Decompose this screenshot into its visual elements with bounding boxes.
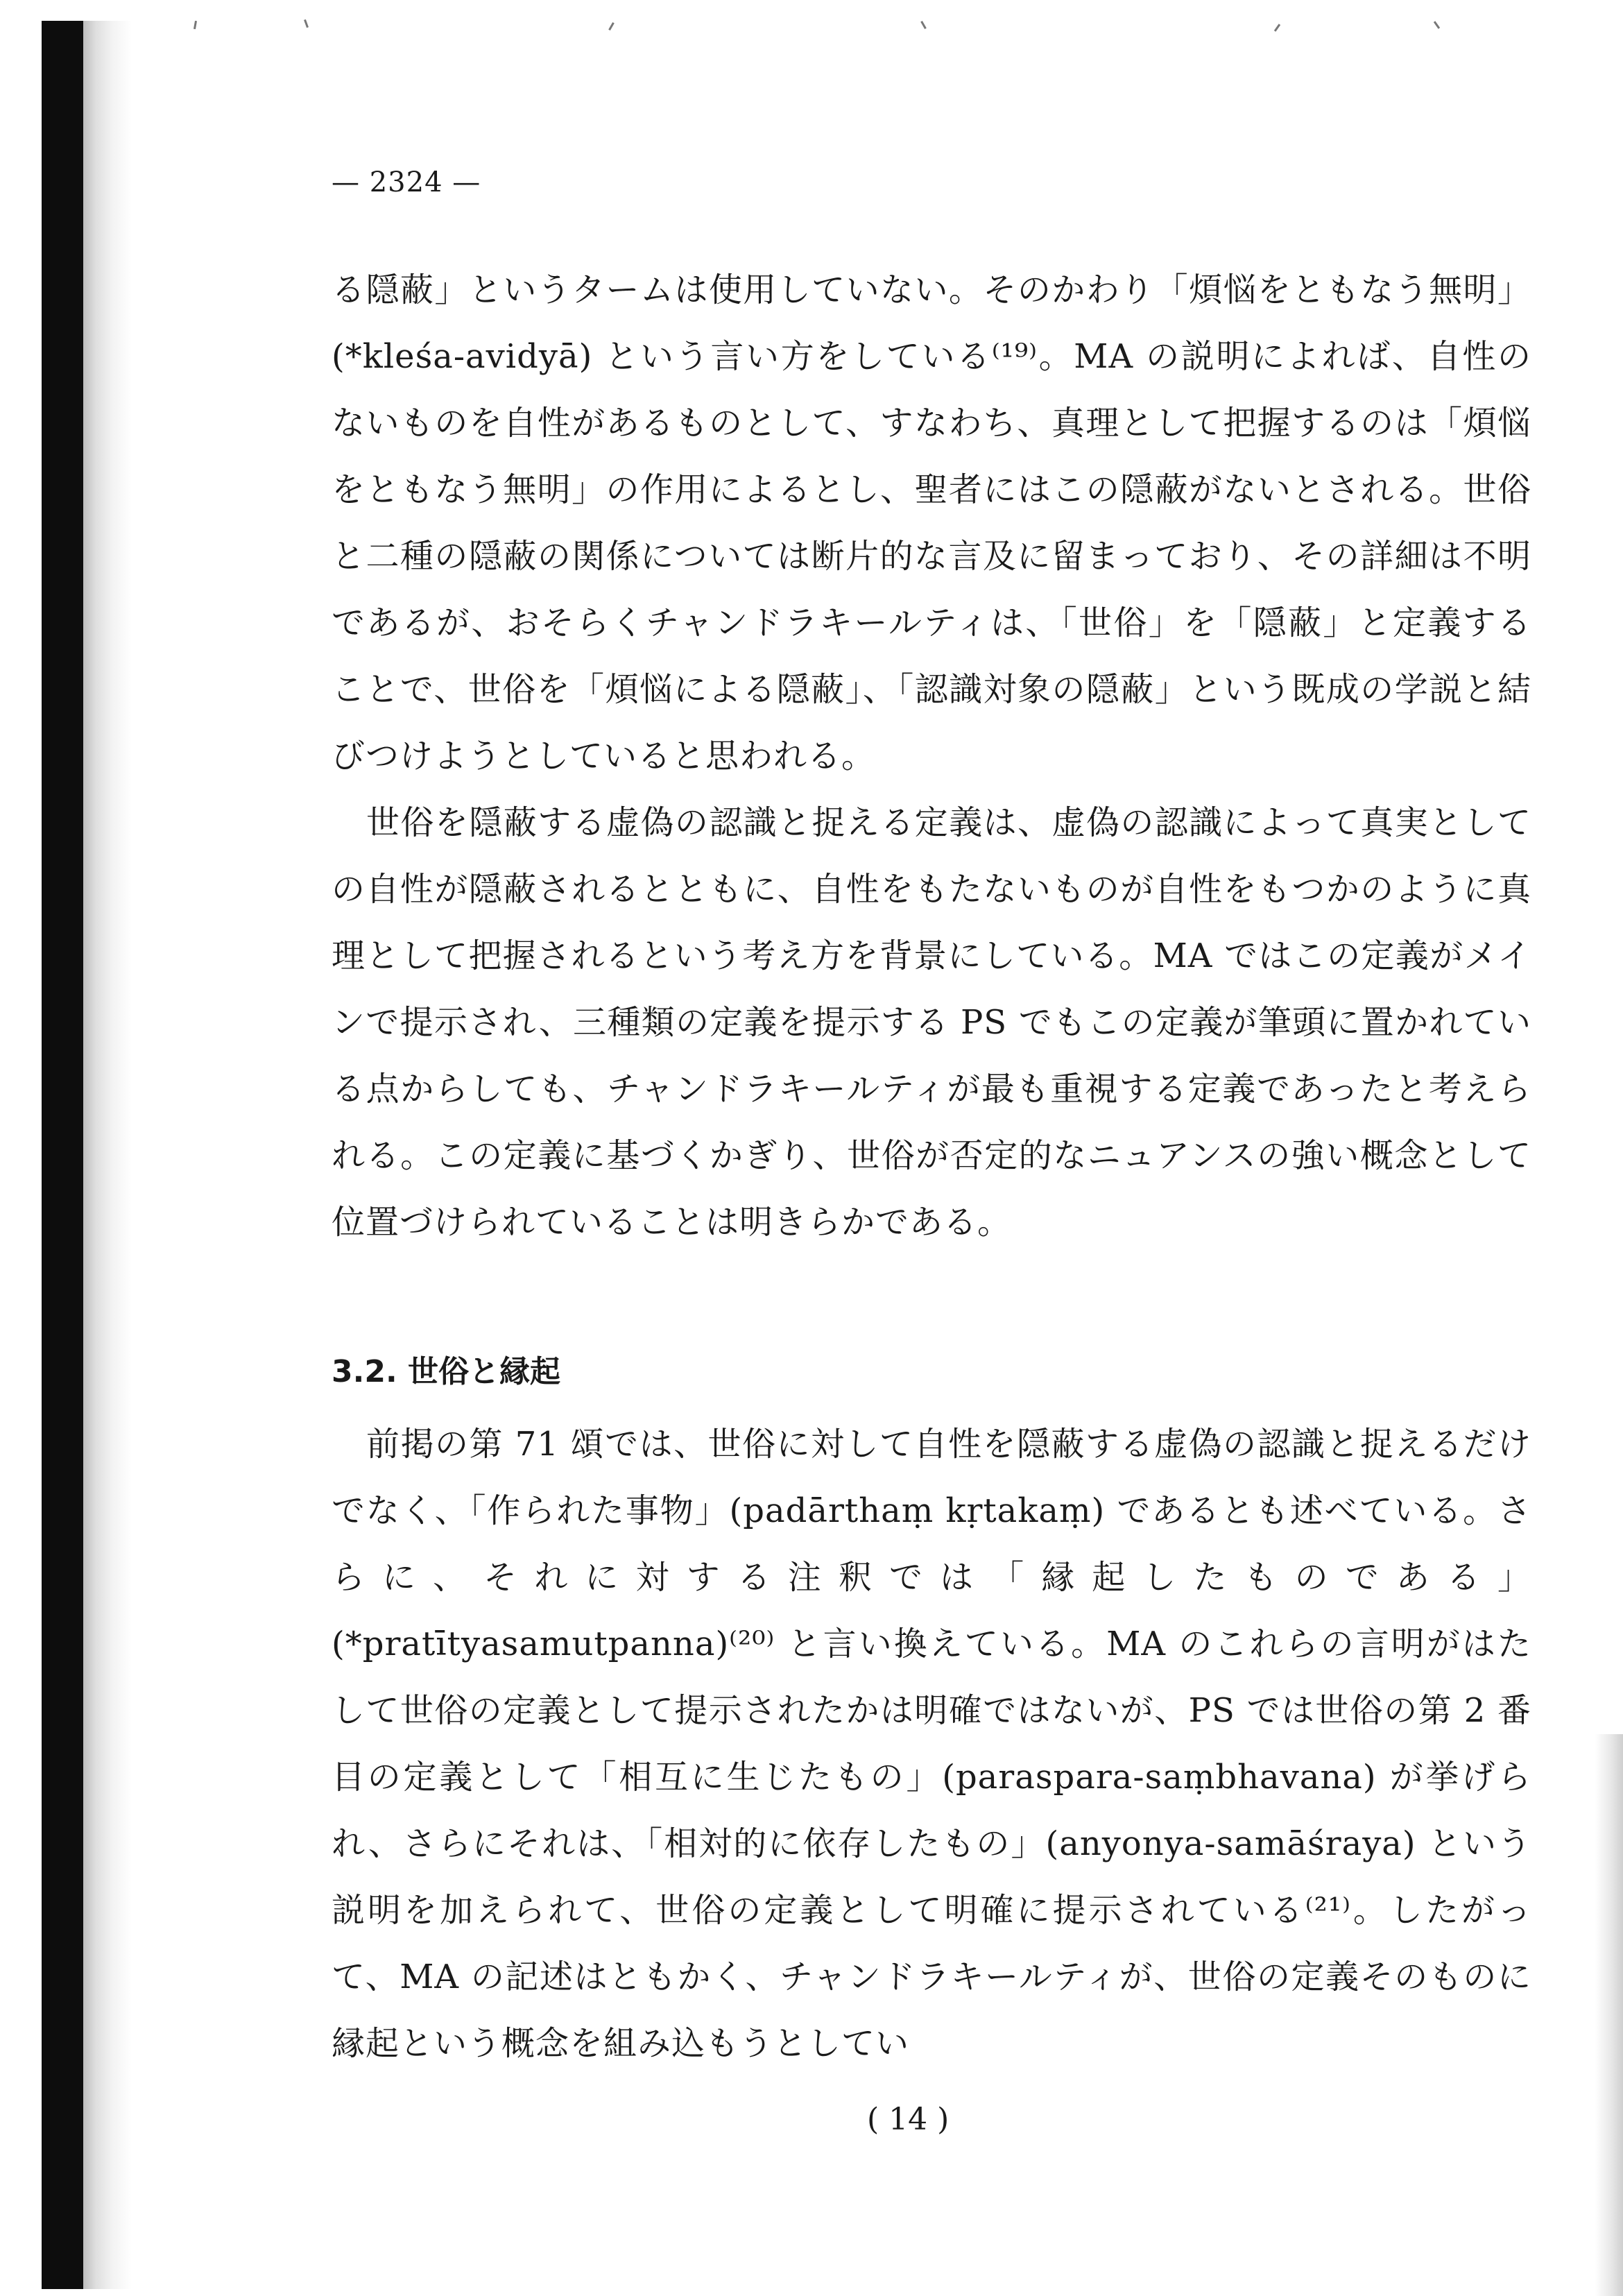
scan-speck bbox=[608, 22, 615, 31]
body-paragraph: る隠蔽」というタームは使用していない。そのかわり「煩悩をともなう無明」(*kleśa-avidyā) という言い方をしている⁽¹⁹⁾。MA の説明によれば、自性のないものを自性があるものとして、すなわち、真理として把握するのは「煩悩をともなう無明」の作用によるとし、聖者にはこの隠蔽がないとされる。世俗と二種の隠蔽の関係については断片的な言及に留まっており、その詳細は不明であるが、おそらくチャンドラキールティは、「世俗」を「隠蔽」と定義することで、世俗を「煩悩による隠蔽」、「認識対象の隠蔽」という既成の学説と結びつけようとしていると思われる。 bbox=[332, 271, 1531, 776]
scan-binding-shadow bbox=[42, 21, 83, 2289]
scan-speck bbox=[194, 21, 197, 29]
scan-edge-gradient bbox=[83, 21, 132, 2289]
scan-speck bbox=[304, 19, 309, 28]
page-number: ( 14 ) bbox=[867, 2102, 950, 2137]
running-header-page-number: — 2324 — bbox=[332, 166, 481, 198]
scan-right-shadow bbox=[1595, 1734, 1623, 2296]
body-paragraph: 世俗を隠蔽する虚偽の認識と捉える定義は、虚偽の認識によって真実としての自性が隠蔽されるとともに、自性をもたないものが自性をもつかのように真理として把握されるという考え方を背景にしている。MA ではこの定義がメインで提示され、三種類の定義を提示する PS でもこの定義が筆頭に置かれている点からしても、チャンドラキールティが最も重視する定義であったと考えられる。この定義に基づくかぎり、世俗が否定的なニュアンスの強い概念として位置づけられていることは明きらかである。 bbox=[332, 803, 1531, 1242]
scan-speck bbox=[1434, 21, 1440, 29]
scan-speck bbox=[920, 21, 927, 29]
section-heading: 3.2. 世俗と縁起 bbox=[332, 1354, 560, 1389]
body-paragraph: 前掲の第 71 頌では、世俗に対して自性を隠蔽する虚偽の認識と捉えるだけでなく、「作られた事物」(padārthaṃ kṛtakaṃ) であるとも述べている。さらに、それに対する注釈では「縁起したものである」(*pratītyasamutpanna)⁽²⁰⁾ と言い換えている。MA のこれらの言明がはたして世俗の定義として提示されたかは明確ではないが、PS では世俗の第 2 番目の定義として「相互に生じたもの」(paraspara-saṃbhavana) が挙げられ、さらにそれは、「相対的に依存したもの」(anyonya-samāśraya) という説明を加えられて、世俗の定義として明確に提示されている⁽²¹⁾。したがって、MA の記述はともかく、チャンドラキールティが、世俗の定義そのものに縁起という概念を組み込もうとしてい bbox=[332, 1425, 1531, 2063]
main-text bbox=[332, 257, 1531, 2077]
scan-speck bbox=[1274, 24, 1280, 32]
